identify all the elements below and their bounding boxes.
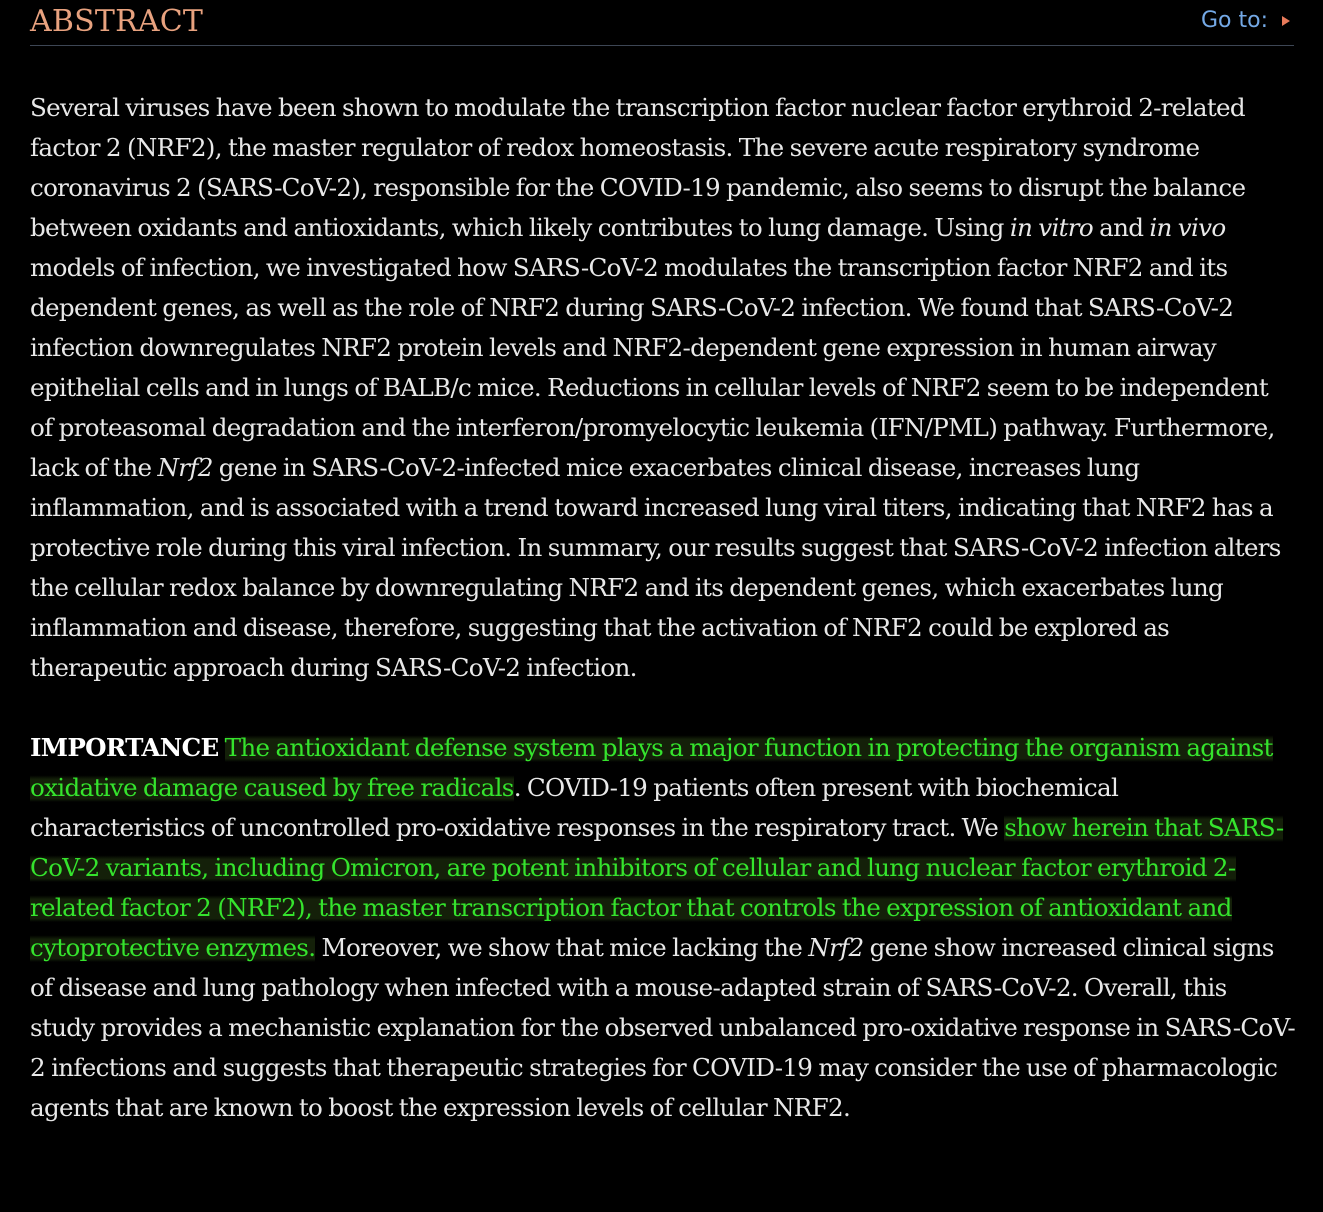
abstract-text: models of infection, we investigated how SARS-CoV-2 modulates the transcription factor NRF2 and its dependent genes, as well as the role of NRF2 during SARS-CoV-2 infection. We found that SARS-CoV-2 infection downregulates NRF2 protein levels and NRF2-dependent gene expression in human airway epithelial cells and in lungs of BALB/c mice. Reductions in cellular levels of NRF2 seem to be independent of proteasomal degradation and the interferon/promyelocytic leukemia (IFN/PML) pathway. Furthermore, lack of the [30,253,1275,482]
abstract-content [30,88,1295,1128]
importance-paragraph [30,728,1295,1128]
section-title: ABSTRACT [30,4,204,39]
abstract-italic-term: in vivo [1149,213,1226,242]
goto-menu-button[interactable] [1201,8,1290,33]
triangle-right-icon [1282,16,1290,26]
abstract-italic-term: Nrf2 [157,453,213,482]
highlighted-text[interactable]: show herein that SARS-CoV-2 variants, including Omicron, are potent inhibitors of cellular and lung nuclear factor erythroid 2-related factor 2 (NRF2), the master transcription factor that controls the expression of antioxidant and cytoprotective enzymes. [30,813,1284,962]
goto-label: Go to: [1201,8,1268,33]
abstract-text: Several viruses have been shown to modulate the transcription factor nuclear factor erythroid 2-related factor 2 (NRF2), the master regulator of redox homeostasis. The severe acute respiratory syndrome coronavirus 2 (SARS-CoV-2), responsible for the COVID-19 pandemic, also seems to disrupt the balance between oxidants and antioxidants, which likely contributes to lung damage. Using [30,93,1246,242]
highlighted-text[interactable]: The antioxidant defense system plays a major function in protecting the organism against oxidative damage caused by free radicals [30,733,1273,802]
importance-text: Moreover, we show that mice lacking the [315,933,809,962]
importance-italic-term: Nrf2 [808,933,864,962]
abstract-paragraph [30,88,1295,688]
abstract-text: gene in SARS-CoV-2-infected mice exacerbates clinical disease, increases lung inflammation, and is associated with a trend toward increased lung viral titers, indicating that NRF2 has a protective role during this viral infection. In summary, our results suggest that SARS-CoV-2 infection alters the cellular redox balance by downregulating NRF2 and its dependent genes, which exacerbates lung inflammation and disease, therefore, suggesting that the activation of NRF2 could be explored as therapeutic approach during SARS-CoV-2 infection. [30,453,1281,682]
importance-text: gene show increased clinical signs of disease and lung pathology when infected with a mouse-adapted strain of SARS-CoV-2. Overall, this study provides a mechanistic explanation for the observed unbalanced pro-oxidative response in SARS-CoV-2 infections and suggests that therapeutic strategies for COVID-19 may consider the use of pharmacologic agents that are known to boost the expression levels of cellular NRF2. [30,933,1295,1122]
importance-text: . COVID-19 patients often present with biochemical characteristics of uncontrolled pro-oxidative responses in the respiratory tract. We [30,773,1119,842]
abstract-text: and [1092,213,1150,242]
importance-label: IMPORTANCE [30,733,219,762]
section-header [30,0,1294,46]
abstract-italic-term: in vitro [1009,213,1093,242]
